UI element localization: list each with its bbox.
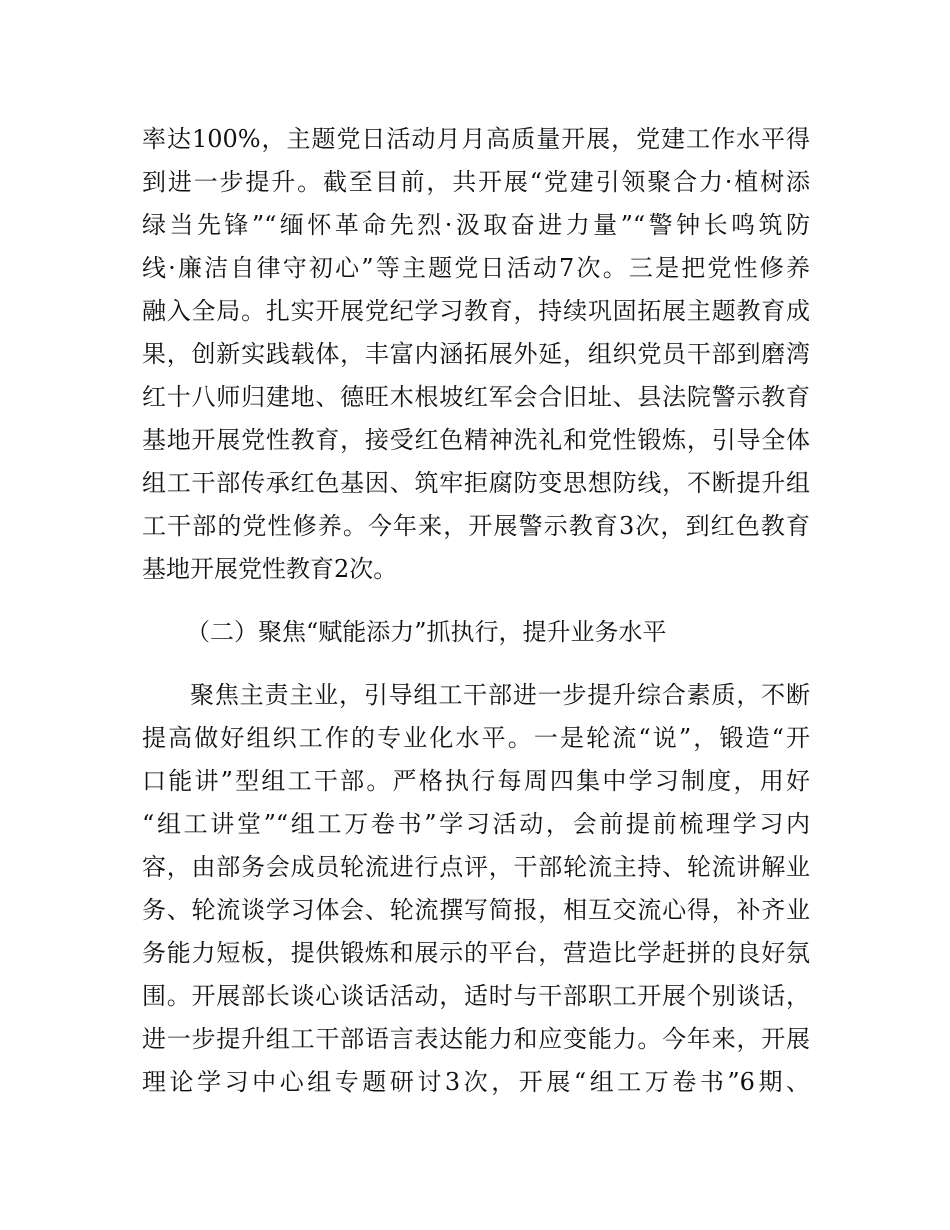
text-line: 围。开展部长谈心谈话活动，适时与干部职工开展个别谈话， [142, 982, 810, 1010]
text-line: 务能力短板，提供锻炼和展示的平台，营造比学赶拼的良好氛 [142, 939, 810, 967]
text-line: 融入全局。扎实开展党纪学习教育，持续巩固拓展主题教育成 [142, 297, 810, 325]
paragraph-spacer [142, 591, 810, 611]
text-line: 理论学习中心组专题研讨3次，开展“组工万卷书”6期、 [142, 1068, 810, 1096]
text-line: 组工干部传承红色基因、筑牢拒腐防变思想防线，不断提升组 [142, 469, 810, 497]
text-line: 聚焦主责主业，引导组工干部进一步提升综合素质，不断 [190, 681, 810, 709]
text-line: 线·廉洁自律守初心”等主题党日活动7次。三是把党性修养 [142, 254, 810, 282]
document-body [142, 118, 810, 1104]
text-line: 果，创新实践载体，丰富内涵拓展外延，组织党员干部到磨湾 [142, 340, 810, 368]
text-line: 提高做好组织工作的专业化水平。一是轮流“说”，锻造“开 [142, 724, 810, 752]
text-line: 绿当先锋”“缅怀革命先烈·汲取奋进力量”“警钟长鸣筑防 [142, 211, 810, 239]
text-line: 务、轮流谈学习体会、轮流撰写简报，相互交流心得，补齐业 [142, 896, 810, 924]
text-line: 口能讲”型组工干部。严格执行每周四集中学习制度，用好 [142, 767, 810, 795]
paragraph-spacer [142, 654, 810, 674]
text-line: 红十八师归建地、德旺木根坡红军会合旧址、县法院警示教育 [142, 383, 810, 411]
paragraph-party-building [142, 118, 810, 591]
section-heading: （二）聚焦“赋能添力”抓执行，提升业务水平 [186, 618, 667, 646]
paragraph-business-level [142, 674, 810, 1104]
text-line: 容，由部务会成员轮流进行点评，干部轮流主持、轮流讲解业 [142, 853, 810, 881]
text-line: 进一步提升组工干部语言表达能力和应变能力。今年来，开展 [142, 1025, 810, 1053]
text-line: “组工讲堂”“组工万卷书”学习活动，会前提前梳理学习内 [142, 810, 810, 838]
text-line: 工干部的党性修养。今年来，开展警示教育3次，到红色教育 [142, 512, 810, 540]
text-line: 率达100%，主题党日活动月月高质量开展，党建工作水平得 [142, 125, 810, 153]
text-line: 基地开展党性教育，接受红色精神洗礼和党性锻炼，引导全体 [142, 426, 810, 454]
text-line: 到进一步提升。截至目前，共开展“党建引领聚合力·植树添 [142, 168, 810, 196]
text-line: 基地开展党性教育2次。 [142, 555, 398, 583]
